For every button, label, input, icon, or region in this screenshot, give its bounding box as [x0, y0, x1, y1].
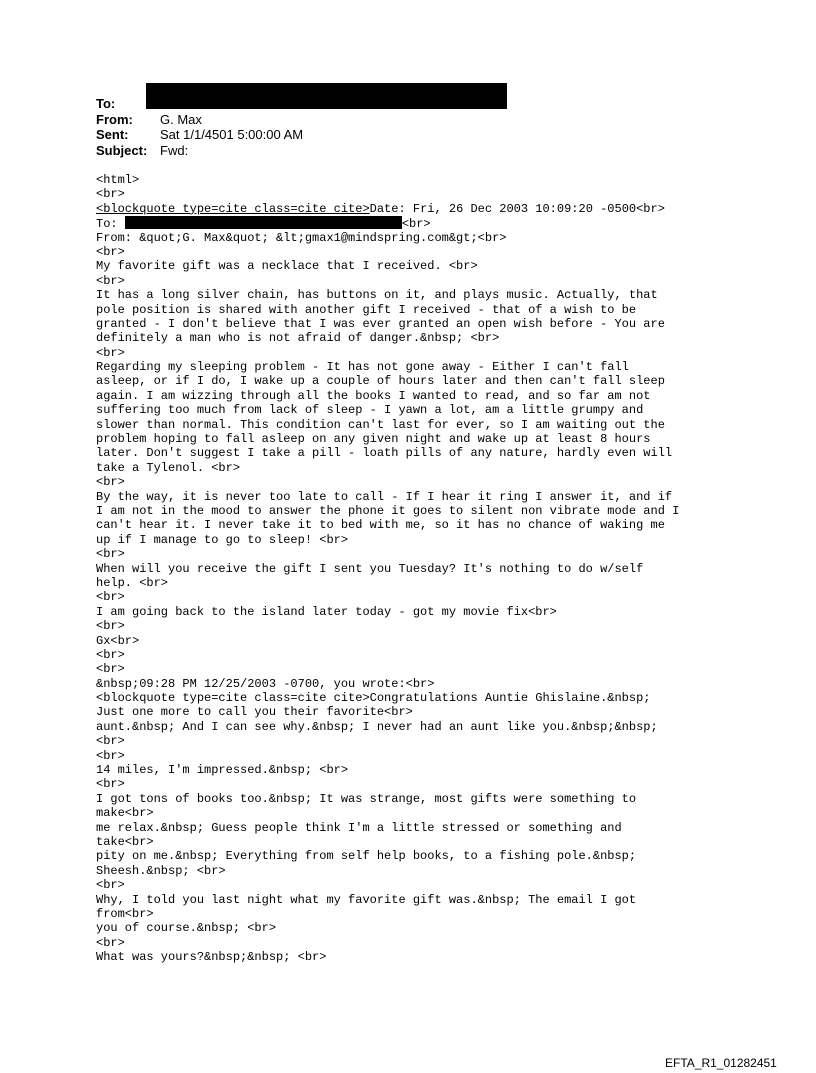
body-line: I am going back to the island later today - got my movie fix<br> — [96, 604, 557, 619]
body-line: make<br> — [96, 806, 154, 821]
body-line: What was yours?&nbsp;&nbsp; <br> — [96, 950, 327, 965]
to-br: <br> — [401, 217, 431, 232]
from-label: From: — [96, 111, 133, 127]
body-line: pole position is shared with another gift I received - that of a wish to be — [96, 302, 637, 317]
to-redaction — [146, 83, 507, 109]
body-line: <br> — [96, 475, 125, 490]
body-line: <html> — [96, 173, 140, 187]
body-line: granted - I don't believe that I was ever granted an open wish before - You are — [96, 316, 665, 331]
email-header — [96, 96, 507, 158]
blockquote-tag: <blockquote type=cite class=cite cite> — [96, 201, 370, 216]
to-label: To: — [96, 96, 116, 111]
body-line: By the way, it is never too late to call - If I hear it ring I answer it, and if — [96, 489, 673, 504]
body-line: Gx<br> — [96, 633, 140, 648]
body-line: aunt.&nbsp; And I can see why.&nbsp; I never had an aunt like you.&nbsp;&nbsp; — [96, 719, 658, 734]
body-line: <br> — [96, 878, 125, 893]
body-line: suffering too much from lack of sleep - I yawn a lot, am a little grumpy and — [96, 403, 644, 418]
body-line: you of course.&nbsp; <br> — [96, 921, 277, 936]
body-line: problem hoping to fall asleep on any given night and wake up at least 8 hours — [96, 432, 651, 447]
body-line: Just one more to call you their favorite<br> — [96, 705, 413, 720]
subject-row — [96, 143, 507, 159]
date-text: Date: Fri, 26 Dec 2003 10:09:20 -0500<br> — [369, 201, 665, 216]
body-line: <br> — [96, 590, 125, 605]
email-body — [96, 173, 679, 964]
body-line: I got tons of books too.&nbsp; It was strange, most gifts were something to — [96, 791, 637, 806]
body-line: <br> — [96, 662, 125, 677]
body-line: up if I manage to go to sleep! <br> — [96, 532, 349, 547]
body-line: again. I am wizzing through all the books I wanted to read, and so far am not — [96, 388, 651, 403]
body-line: help. <br> — [96, 575, 169, 590]
body-line: me relax.&nbsp; Guess people think I'm a little stressed or something and — [96, 820, 622, 835]
body-line: slower than normal. This condition can't last for ever, so I am waiting out the — [96, 417, 665, 432]
body-line: Sheesh.&nbsp; <br> — [96, 863, 226, 878]
body-line: <br> — [96, 244, 125, 259]
body-line: <br> — [96, 777, 125, 792]
body-line: Regarding my sleeping problem - It has not gone away - Either I can't fall — [96, 360, 629, 375]
sent-label: Sent: — [96, 127, 129, 142]
sent-row — [96, 127, 507, 143]
body-line: <blockquote type=cite class=cite cite>Congratulations Auntie Ghislaine.&nbsp; — [96, 691, 651, 706]
body-line: It has a long silver chain, has buttons on it, and plays music. Actually, that — [96, 288, 658, 303]
body-line: asleep, or if I do, I wake up a couple of hours later and then can't fall sleep — [96, 374, 665, 389]
body-line: When will you receive the gift I sent you Tuesday? It's nothing to do w/self — [96, 561, 644, 576]
body-line: later. Don't suggest I take a pill - loath pills of any nature, hardly even will — [96, 446, 673, 461]
body-line: <br> — [96, 187, 125, 202]
body-line: can't hear it. I never take it to bed with me, so it has no chance of waking me — [96, 518, 665, 533]
body-line: take<br> — [96, 834, 154, 849]
body-line: My favorite gift was a necklace that I received. <br> — [96, 259, 478, 274]
body-line: <br> — [96, 748, 125, 763]
body-line: From: &quot;G. Max&quot; &lt;gmax1@mindspring.com&gt;<br> — [96, 230, 507, 245]
body-line: I am not in the mood to answer the phone it goes to silent non vibrate mode and I — [96, 503, 680, 518]
body-line — [96, 216, 679, 230]
subject-value: Fwd: — [160, 142, 189, 158]
body-line: <br> — [96, 547, 125, 562]
body-line: 14 miles, I'm impressed.&nbsp; <br> — [96, 763, 349, 778]
body-line: <br> — [96, 647, 125, 662]
body-line: <br> — [96, 345, 125, 360]
subject-label: Subject: — [96, 142, 148, 158]
body-line: <br> — [96, 273, 125, 288]
body-line: <br> — [96, 734, 125, 749]
from-value: G. Max — [160, 111, 202, 127]
body-line: <br> — [96, 619, 125, 634]
body-line: <br> — [96, 935, 125, 950]
body-line: pity on me.&nbsp; Everything from self help books, to a fishing pole.&nbsp; — [96, 849, 637, 864]
body-line — [96, 202, 679, 216]
to-redaction-inline — [125, 216, 402, 229]
body-line: Why, I told you last night what my favorite gift was.&nbsp; The email I got — [96, 892, 637, 907]
body-line: &nbsp;09:28 PM 12/25/2003 -0700, you wrote:<br> — [96, 676, 435, 691]
from-row — [96, 112, 507, 128]
sent-value: Sat 1/1/4501 5:00:00 AM — [160, 127, 304, 142]
body-line: from<br> — [96, 906, 154, 921]
body-line: definitely a man who is not afraid of danger.&nbsp; <br> — [96, 331, 500, 346]
to-row — [96, 96, 507, 112]
to-text: To: — [96, 217, 125, 232]
body-line: take a Tylenol. <br> — [96, 460, 241, 475]
bates-number: EFTA_R1_01282451 — [665, 1056, 777, 1070]
